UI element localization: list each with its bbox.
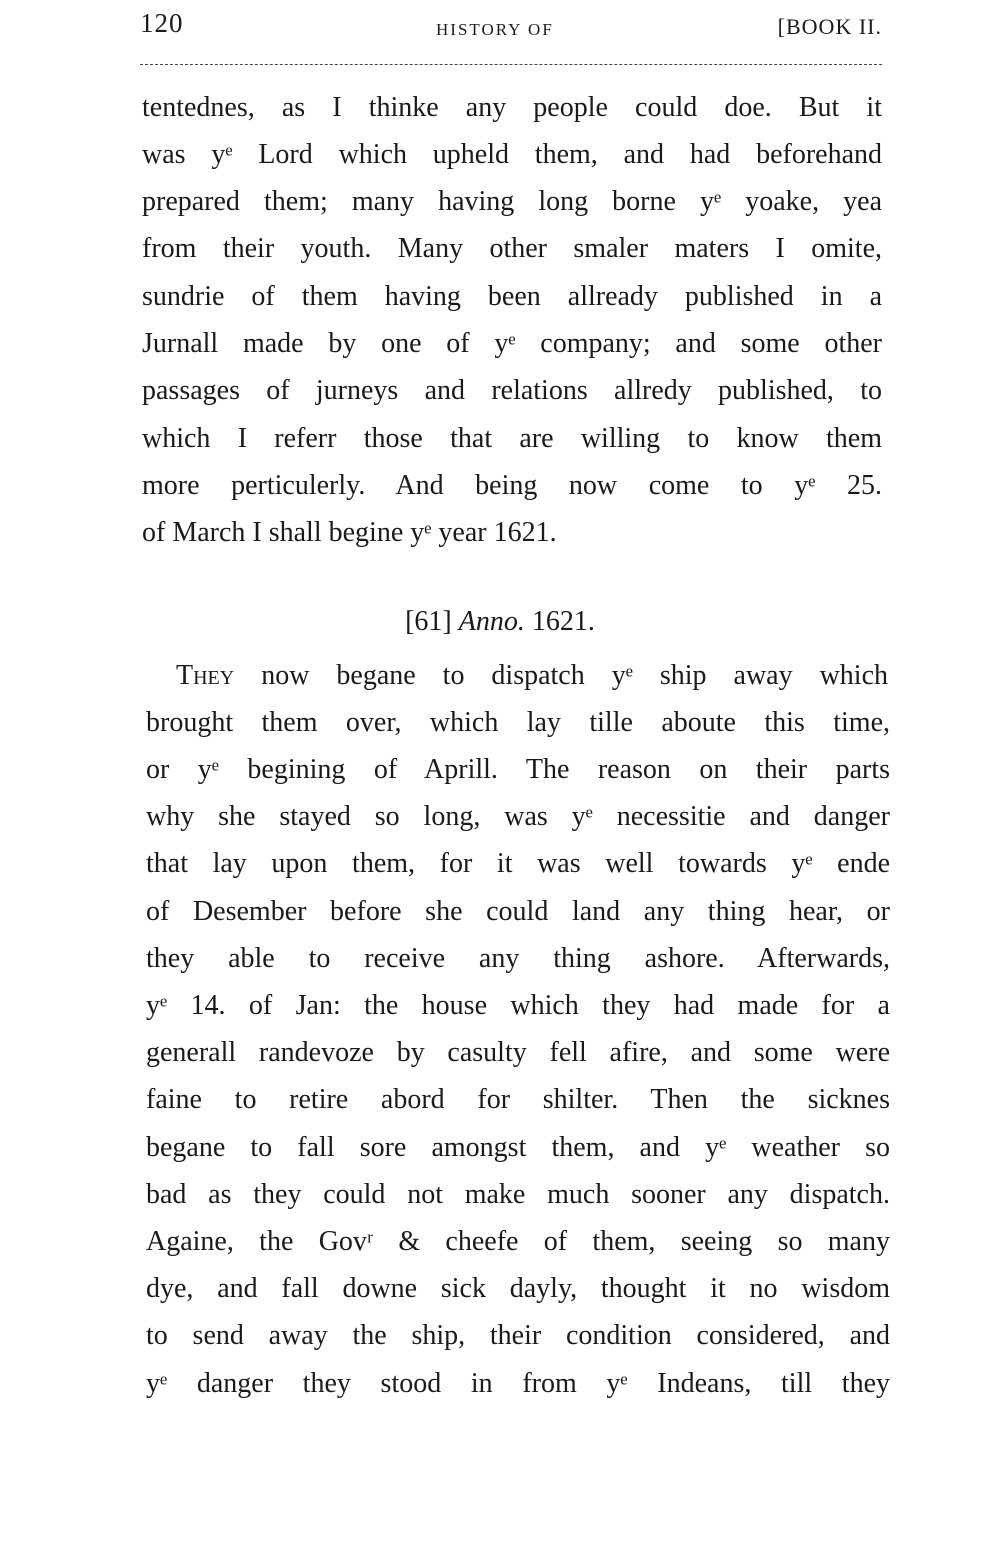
section-heading [0,602,1000,642]
text-line [176,656,888,696]
text-line: yᵉ danger they stood in from yᵉ Indeans, till they [146,1368,890,1399]
text-line-rest: now begane to dispatch yᵉ ship away which [234,660,888,691]
header-rule [140,64,882,65]
page-marker: [61] [405,606,452,637]
text-line: more perticulerly. And being now come to yᵉ 25. [142,470,882,501]
running-head [140,8,882,48]
text-line: from their youth. Many other smaler maters I omite, [142,233,882,264]
text-line: which I referr those that are willing to know them [142,423,882,454]
anno-label: Anno. [458,606,525,637]
page-number: 120 [140,8,184,38]
text-line: tentednes, as I thinke any people could doe. But it [142,92,882,123]
text-line: of March I shall begine yᵉ year 1621. [142,517,557,548]
text-line: that lay upon them, for it was well towards yᵉ ende [146,848,890,879]
section-year: 1621. [531,606,595,637]
text-line: to send away the ship, their condition considered, and [146,1320,890,1351]
running-title: HISTORY OF [436,20,554,39]
text-line: or yᵉ begining of Aprill. The reason on their parts [146,754,890,785]
text-line: generall randevoze by casulty fell afire, and some were [146,1037,890,1068]
text-line: Againe, the Govʳ & cheefe of them, seeing so many [146,1226,890,1257]
text-line: begane to fall sore amongst them, and yᵉ weather so [146,1132,890,1163]
text-line: dye, and fall downe sick dayly, thought it no wisdom [146,1273,890,1304]
text-line: passages of jurneys and relations allredy published, to [142,375,882,406]
text-line: Jurnall made by one of yᵉ company; and some other [142,328,882,359]
text-line: prepared them; many having long borne yᵉ yoake, yea [142,186,882,217]
text-line: sundrie of them having been allready published in a [142,281,882,312]
drop-word: They [176,660,235,691]
text-line: they able to receive any thing ashore. Afterwards, [146,943,890,974]
text-line: brought them over, which lay tille aboute this time, [146,707,890,738]
text-line: faine to retire abord for shilter. Then the sicknes [146,1084,890,1115]
text-line: of Desember before she could land any thing hear, or [146,896,890,927]
text-line: why she stayed so long, was yᵉ necessitie and danger [146,801,890,832]
book-label: [BOOK II. [777,14,882,39]
text-line: bad as they could not make much sooner any dispatch. [146,1179,890,1210]
text-line: was yᵉ Lord which upheld them, and had beforehand [142,139,882,170]
text-line: yᵉ 14. of Jan: the house which they had made for a [146,990,890,1021]
